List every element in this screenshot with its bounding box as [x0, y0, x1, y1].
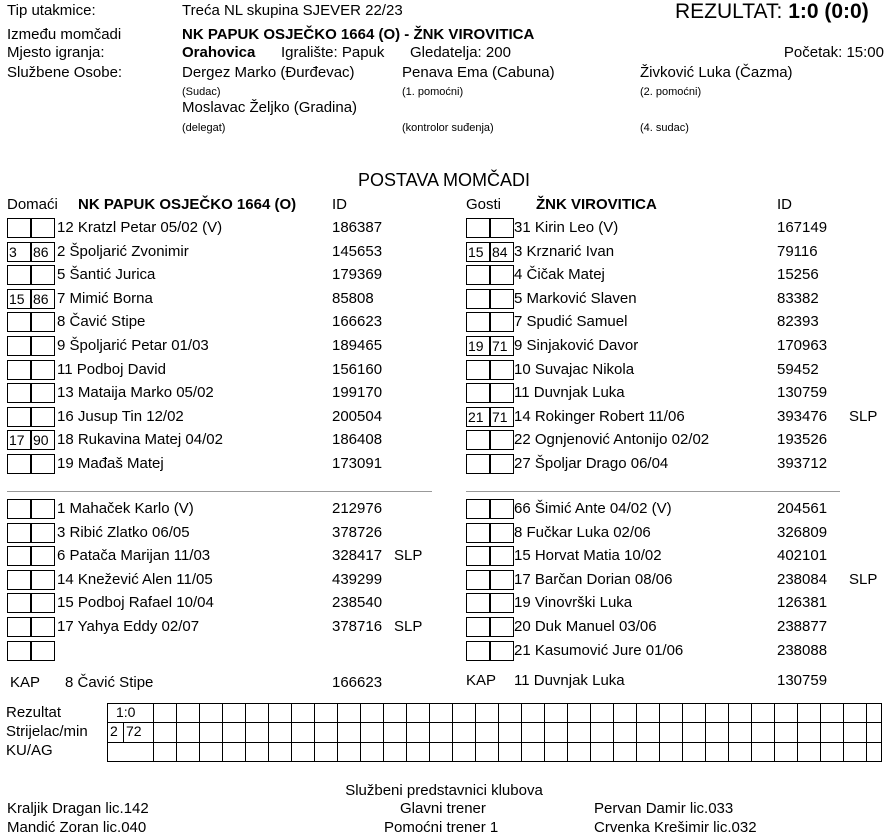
pitch-value: Igralište: Papuk	[281, 44, 385, 61]
grid-line	[498, 703, 499, 761]
away-sub-in-box: 15	[466, 242, 490, 262]
grid-line	[123, 722, 124, 742]
away-sub-in-box	[466, 570, 490, 590]
player-id: 186408	[332, 431, 383, 448]
ku-ag-row-label: KU/AG	[6, 742, 53, 759]
grid-line	[176, 703, 177, 761]
home-sub-in-box	[7, 360, 31, 380]
home-sub-in-box: 15	[7, 289, 31, 309]
home-sub-minute-box	[31, 641, 55, 661]
player-id: 238088	[777, 642, 828, 659]
player-id: 59452	[777, 361, 819, 378]
away-captain-id: 130759	[777, 672, 828, 689]
home-sub-minute-box: 90	[31, 430, 55, 450]
away-sub-minute-box	[490, 499, 514, 519]
player-name: 17 Barčan Dorian 08/06	[514, 571, 673, 588]
grid-line	[107, 722, 882, 723]
away-team-name: ŽNK VIROVITICA	[536, 196, 657, 213]
home-captain-name: 8 Čavić Stipe	[65, 674, 154, 691]
away-sub-minute-box: 71	[490, 336, 514, 356]
official-role: (1. pomoćni)	[402, 86, 464, 98]
player-id: 378726	[332, 524, 383, 541]
grid-line	[452, 703, 453, 761]
grid-line	[314, 703, 315, 761]
player-name: 6 Patača Marijan 11/03	[57, 547, 211, 564]
official-name: Moslavac Željko (Gradina)	[182, 99, 358, 116]
player-id: 126381	[777, 594, 828, 611]
home-sub-minute-box	[31, 617, 55, 637]
player-id: 238084	[777, 571, 828, 588]
home-sub-in-box	[7, 641, 31, 661]
player-id: 193526	[777, 431, 828, 448]
player-name: 66 Šimić Ante 04/02 (V)	[514, 500, 672, 517]
player-name: 1 Mahaček Karlo (V)	[57, 500, 194, 517]
player-name: 22 Ognjenović Antonijo 02/02	[514, 431, 710, 448]
player-name: 15 Podboj Rafael 10/04	[57, 594, 214, 611]
player-id: 328417	[332, 547, 383, 564]
grid-line	[682, 703, 683, 761]
player-name: 7 Spudić Samuel	[514, 313, 628, 330]
player-id: 130759	[777, 384, 828, 401]
away-sub-minute-box	[490, 289, 514, 309]
player-id: 83382	[777, 290, 819, 307]
home-sub-in-box	[7, 523, 31, 543]
player-id: 15256	[777, 266, 819, 283]
grid-line	[843, 703, 844, 761]
away-captain-name: 11 Duvnjak Luka	[514, 672, 625, 689]
player-name: 19 Vinovrški Luka	[514, 594, 633, 611]
home-sub-in-box	[7, 383, 31, 403]
player-name: 9 Sinjaković Davor	[514, 337, 639, 354]
club-official-role: Pomoćni trener 1	[384, 819, 499, 836]
scorer-number: 2	[110, 723, 118, 739]
player-name: 11 Duvnjak Luka	[514, 384, 625, 401]
away-sub-in-box	[466, 454, 490, 474]
player-id: 79116	[777, 243, 818, 260]
player-name: 17 Yahya Eddy 02/07	[57, 618, 200, 635]
scorer-row-label: Strijelac/min	[6, 723, 88, 740]
away-sub-in-box	[466, 312, 490, 332]
result-row-label: Rezultat	[6, 704, 62, 721]
grid-line	[567, 703, 568, 761]
player-name: 16 Jusup Tin 12/02	[57, 408, 184, 425]
player-id: 378716	[332, 618, 383, 635]
grid-line	[268, 703, 269, 761]
player-name: 21 Kasumović Jure 01/06	[514, 642, 684, 659]
player-name: 31 Kirin Leo (V)	[514, 219, 619, 236]
player-id: 170963	[777, 337, 828, 354]
home-sub-minute-box	[31, 570, 55, 590]
away-label: Gosti	[466, 196, 502, 213]
club-official-left: Mandić Zoran lic.040	[7, 819, 147, 836]
score-entry: 1:0	[116, 704, 136, 720]
away-captain-label: KAP	[466, 672, 497, 689]
home-sub-in-box	[7, 312, 31, 332]
player-name: 7 Mimić Borna	[57, 290, 153, 307]
grid-line	[245, 703, 246, 761]
player-id: 326809	[777, 524, 828, 541]
away-sub-minute-box	[490, 360, 514, 380]
official-name: Živković Luka (Čazma)	[640, 64, 793, 81]
divider	[466, 491, 840, 492]
player-id: 156160	[332, 361, 383, 378]
player-id: 179369	[332, 266, 383, 283]
divider	[7, 491, 432, 492]
player-id: 238540	[332, 594, 383, 611]
player-id: 439299	[332, 571, 383, 588]
official-role: (Sudac)	[182, 86, 221, 98]
player-id: 85808	[332, 290, 374, 307]
teams-value: NK PAPUK OSJEČKO 1664 (O) - ŽNK VIROVITICA	[182, 26, 535, 43]
home-sub-minute-box	[31, 593, 55, 613]
home-sub-minute-box	[31, 523, 55, 543]
home-sub-in-box: 3	[7, 242, 31, 262]
grid-line	[107, 703, 882, 704]
player-name: 12 Kratzl Petar 05/02 (V)	[57, 219, 223, 236]
away-sub-in-box	[466, 430, 490, 450]
away-sub-in-box	[466, 218, 490, 238]
player-id: 189465	[332, 337, 383, 354]
officials-label: Službene Osobe:	[7, 64, 123, 81]
away-sub-in-box	[466, 546, 490, 566]
player-name: 11 Podboj David	[57, 361, 166, 378]
player-id: 186387	[332, 219, 383, 236]
away-sub-minute-box	[490, 546, 514, 566]
home-captain-label: KAP	[10, 674, 41, 691]
grid-line	[337, 703, 338, 761]
grid-line	[590, 703, 591, 761]
grid-line	[153, 703, 154, 761]
player-name: 4 Čičak Matej	[514, 266, 605, 283]
home-sub-in-box	[7, 218, 31, 238]
away-sub-in-box	[466, 360, 490, 380]
player-id: 145653	[332, 243, 383, 260]
away-sub-in-box	[466, 383, 490, 403]
grid-line	[383, 703, 384, 761]
home-sub-minute-box	[31, 546, 55, 566]
player-id: 204561	[777, 500, 828, 517]
player-name: 20 Duk Manuel 03/06	[514, 618, 657, 635]
official-name: Dergez Marko (Đurđevac)	[182, 64, 355, 81]
player-name: 9 Špoljarić Petar 01/03	[57, 337, 209, 354]
away-sub-in-box	[466, 289, 490, 309]
grid-line	[475, 703, 476, 761]
away-sub-minute-box	[490, 570, 514, 590]
player-name: 15 Horvat Matia 10/02	[514, 547, 662, 564]
match-type-label: Tip utakmice:	[7, 2, 96, 19]
grid-line	[797, 703, 798, 761]
grid-line	[866, 703, 867, 761]
scorer-minute: 72	[126, 723, 142, 739]
player-id: 238877	[777, 618, 828, 635]
result-label: REZULTAT:	[675, 0, 783, 23]
player-note: SLP	[394, 618, 423, 635]
player-id: 393476	[777, 408, 828, 425]
away-sub-minute-box	[490, 523, 514, 543]
player-name: 5 Šantić Jurica	[57, 266, 156, 283]
away-sub-in-box	[466, 265, 490, 285]
grid-line	[820, 703, 821, 761]
home-sub-minute-box	[31, 265, 55, 285]
venue-label: Mjesto igranja:	[7, 44, 105, 61]
player-id: 166623	[332, 313, 383, 330]
attendance-value: Gledatelja: 200	[410, 44, 511, 61]
home-team-name: NK PAPUK OSJEČKO 1664 (O)	[78, 196, 297, 213]
player-id: 199170	[332, 384, 383, 401]
player-name: 14 Rokinger Robert 11/06	[514, 408, 685, 425]
away-sub-minute-box	[490, 312, 514, 332]
grid-line	[521, 703, 522, 761]
grid-line	[222, 703, 223, 761]
id-header: ID	[332, 196, 347, 213]
official-role: (kontrolor suđenja)	[402, 122, 494, 134]
grid-line	[659, 703, 660, 761]
teams-label: Između momčadi	[7, 26, 122, 43]
away-sub-minute-box: 71	[490, 407, 514, 427]
away-sub-minute-box	[490, 641, 514, 661]
away-sub-in-box: 19	[466, 336, 490, 356]
club-officials-title: Službeni predstavnici klubova	[345, 782, 543, 799]
grid-line	[613, 703, 614, 761]
player-name: 3 Krznarić Ivan	[514, 243, 615, 260]
away-sub-minute-box	[490, 593, 514, 613]
home-sub-minute-box	[31, 312, 55, 332]
result-heading	[675, 0, 869, 24]
player-name: 18 Rukavina Matej 04/02	[57, 431, 223, 448]
grid-line	[774, 703, 775, 761]
away-sub-in-box	[466, 499, 490, 519]
player-id: 167149	[777, 219, 828, 236]
away-sub-in-box	[466, 617, 490, 637]
player-note: SLP	[849, 408, 878, 425]
grid-line	[107, 761, 882, 762]
player-name: 5 Marković Slaven	[514, 290, 637, 307]
grid-line	[544, 703, 545, 761]
grid-line	[636, 703, 637, 761]
player-name: 19 Mađaš Matej	[57, 455, 164, 472]
home-sub-in-box	[7, 546, 31, 566]
player-note: SLP	[849, 571, 878, 588]
home-sub-in-box	[7, 570, 31, 590]
home-sub-in-box	[7, 617, 31, 637]
grid-line	[107, 703, 108, 761]
club-official-right: Pervan Damir lic.033	[594, 800, 734, 817]
player-name: 14 Knežević Alen 11/05	[57, 571, 213, 588]
official-role: (delegat)	[182, 122, 226, 134]
home-sub-in-box: 17	[7, 430, 31, 450]
player-name: 13 Mataija Marko 05/02	[57, 384, 214, 401]
home-sub-minute-box	[31, 383, 55, 403]
home-sub-minute-box: 86	[31, 242, 55, 262]
home-sub-minute-box	[31, 407, 55, 427]
away-sub-in-box: 21	[466, 407, 490, 427]
id-header: ID	[777, 196, 792, 213]
player-id: 200504	[332, 408, 383, 425]
away-sub-minute-box	[490, 617, 514, 637]
player-note: SLP	[394, 547, 423, 564]
player-id: 402101	[777, 547, 828, 564]
home-sub-minute-box	[31, 336, 55, 356]
grid-line	[291, 703, 292, 761]
official-role: (2. pomoćni)	[640, 86, 702, 98]
home-sub-minute-box	[31, 360, 55, 380]
home-sub-in-box	[7, 499, 31, 519]
player-name: 2 Špoljarić Zvonimir	[57, 243, 189, 260]
club-official-right: Crvenka Krešimir lic.032	[594, 819, 757, 836]
club-official-role: Glavni trener	[400, 800, 486, 817]
venue-value: Orahovica	[182, 44, 256, 61]
home-label: Domaći	[7, 196, 58, 213]
club-official-left: Kraljik Dragan lic.142	[7, 800, 149, 817]
home-sub-minute-box	[31, 499, 55, 519]
grid-line	[429, 703, 430, 761]
player-name: 8 Fučkar Luka 02/06	[514, 524, 651, 541]
home-captain-id: 166623	[332, 674, 383, 691]
away-sub-minute-box	[490, 265, 514, 285]
away-sub-in-box	[466, 593, 490, 613]
home-sub-in-box	[7, 265, 31, 285]
grid-line	[360, 703, 361, 761]
player-name: 27 Špoljar Drago 06/04	[514, 455, 669, 472]
home-sub-in-box	[7, 407, 31, 427]
home-sub-in-box	[7, 454, 31, 474]
player-id: 212976	[332, 500, 383, 517]
player-id: 173091	[332, 455, 383, 472]
home-sub-in-box	[7, 336, 31, 356]
grid-line	[107, 742, 882, 743]
player-id: 82393	[777, 313, 819, 330]
grid-line	[881, 703, 882, 761]
player-id: 393712	[777, 455, 828, 472]
match-type-value: Treća NL skupina SJEVER 22/23	[182, 2, 403, 19]
official-role: (4. sudac)	[640, 122, 689, 134]
grid-line	[705, 703, 706, 761]
player-name: 8 Čavić Stipe	[57, 313, 146, 330]
home-sub-minute-box: 86	[31, 289, 55, 309]
away-sub-minute-box: 84	[490, 242, 514, 262]
away-sub-minute-box	[490, 218, 514, 238]
lineup-title: POSTAVA MOMČADI	[357, 170, 531, 190]
away-sub-minute-box	[490, 430, 514, 450]
away-sub-minute-box	[490, 383, 514, 403]
away-sub-minute-box	[490, 454, 514, 474]
grid-line	[728, 703, 729, 761]
away-sub-in-box	[466, 641, 490, 661]
home-sub-minute-box	[31, 454, 55, 474]
player-name: 10 Suvajac Nikola	[514, 361, 635, 378]
grid-line	[751, 703, 752, 761]
result-value: 1:0 (0:0)	[788, 0, 869, 23]
grid-line	[199, 703, 200, 761]
home-sub-in-box	[7, 593, 31, 613]
grid-line	[406, 703, 407, 761]
home-sub-minute-box	[31, 218, 55, 238]
player-name: 3 Ribić Zlatko 06/05	[57, 524, 190, 541]
kickoff-value: Početak: 15:00	[783, 44, 884, 61]
official-name: Penava Ema (Cabuna)	[402, 64, 555, 81]
away-sub-in-box	[466, 523, 490, 543]
